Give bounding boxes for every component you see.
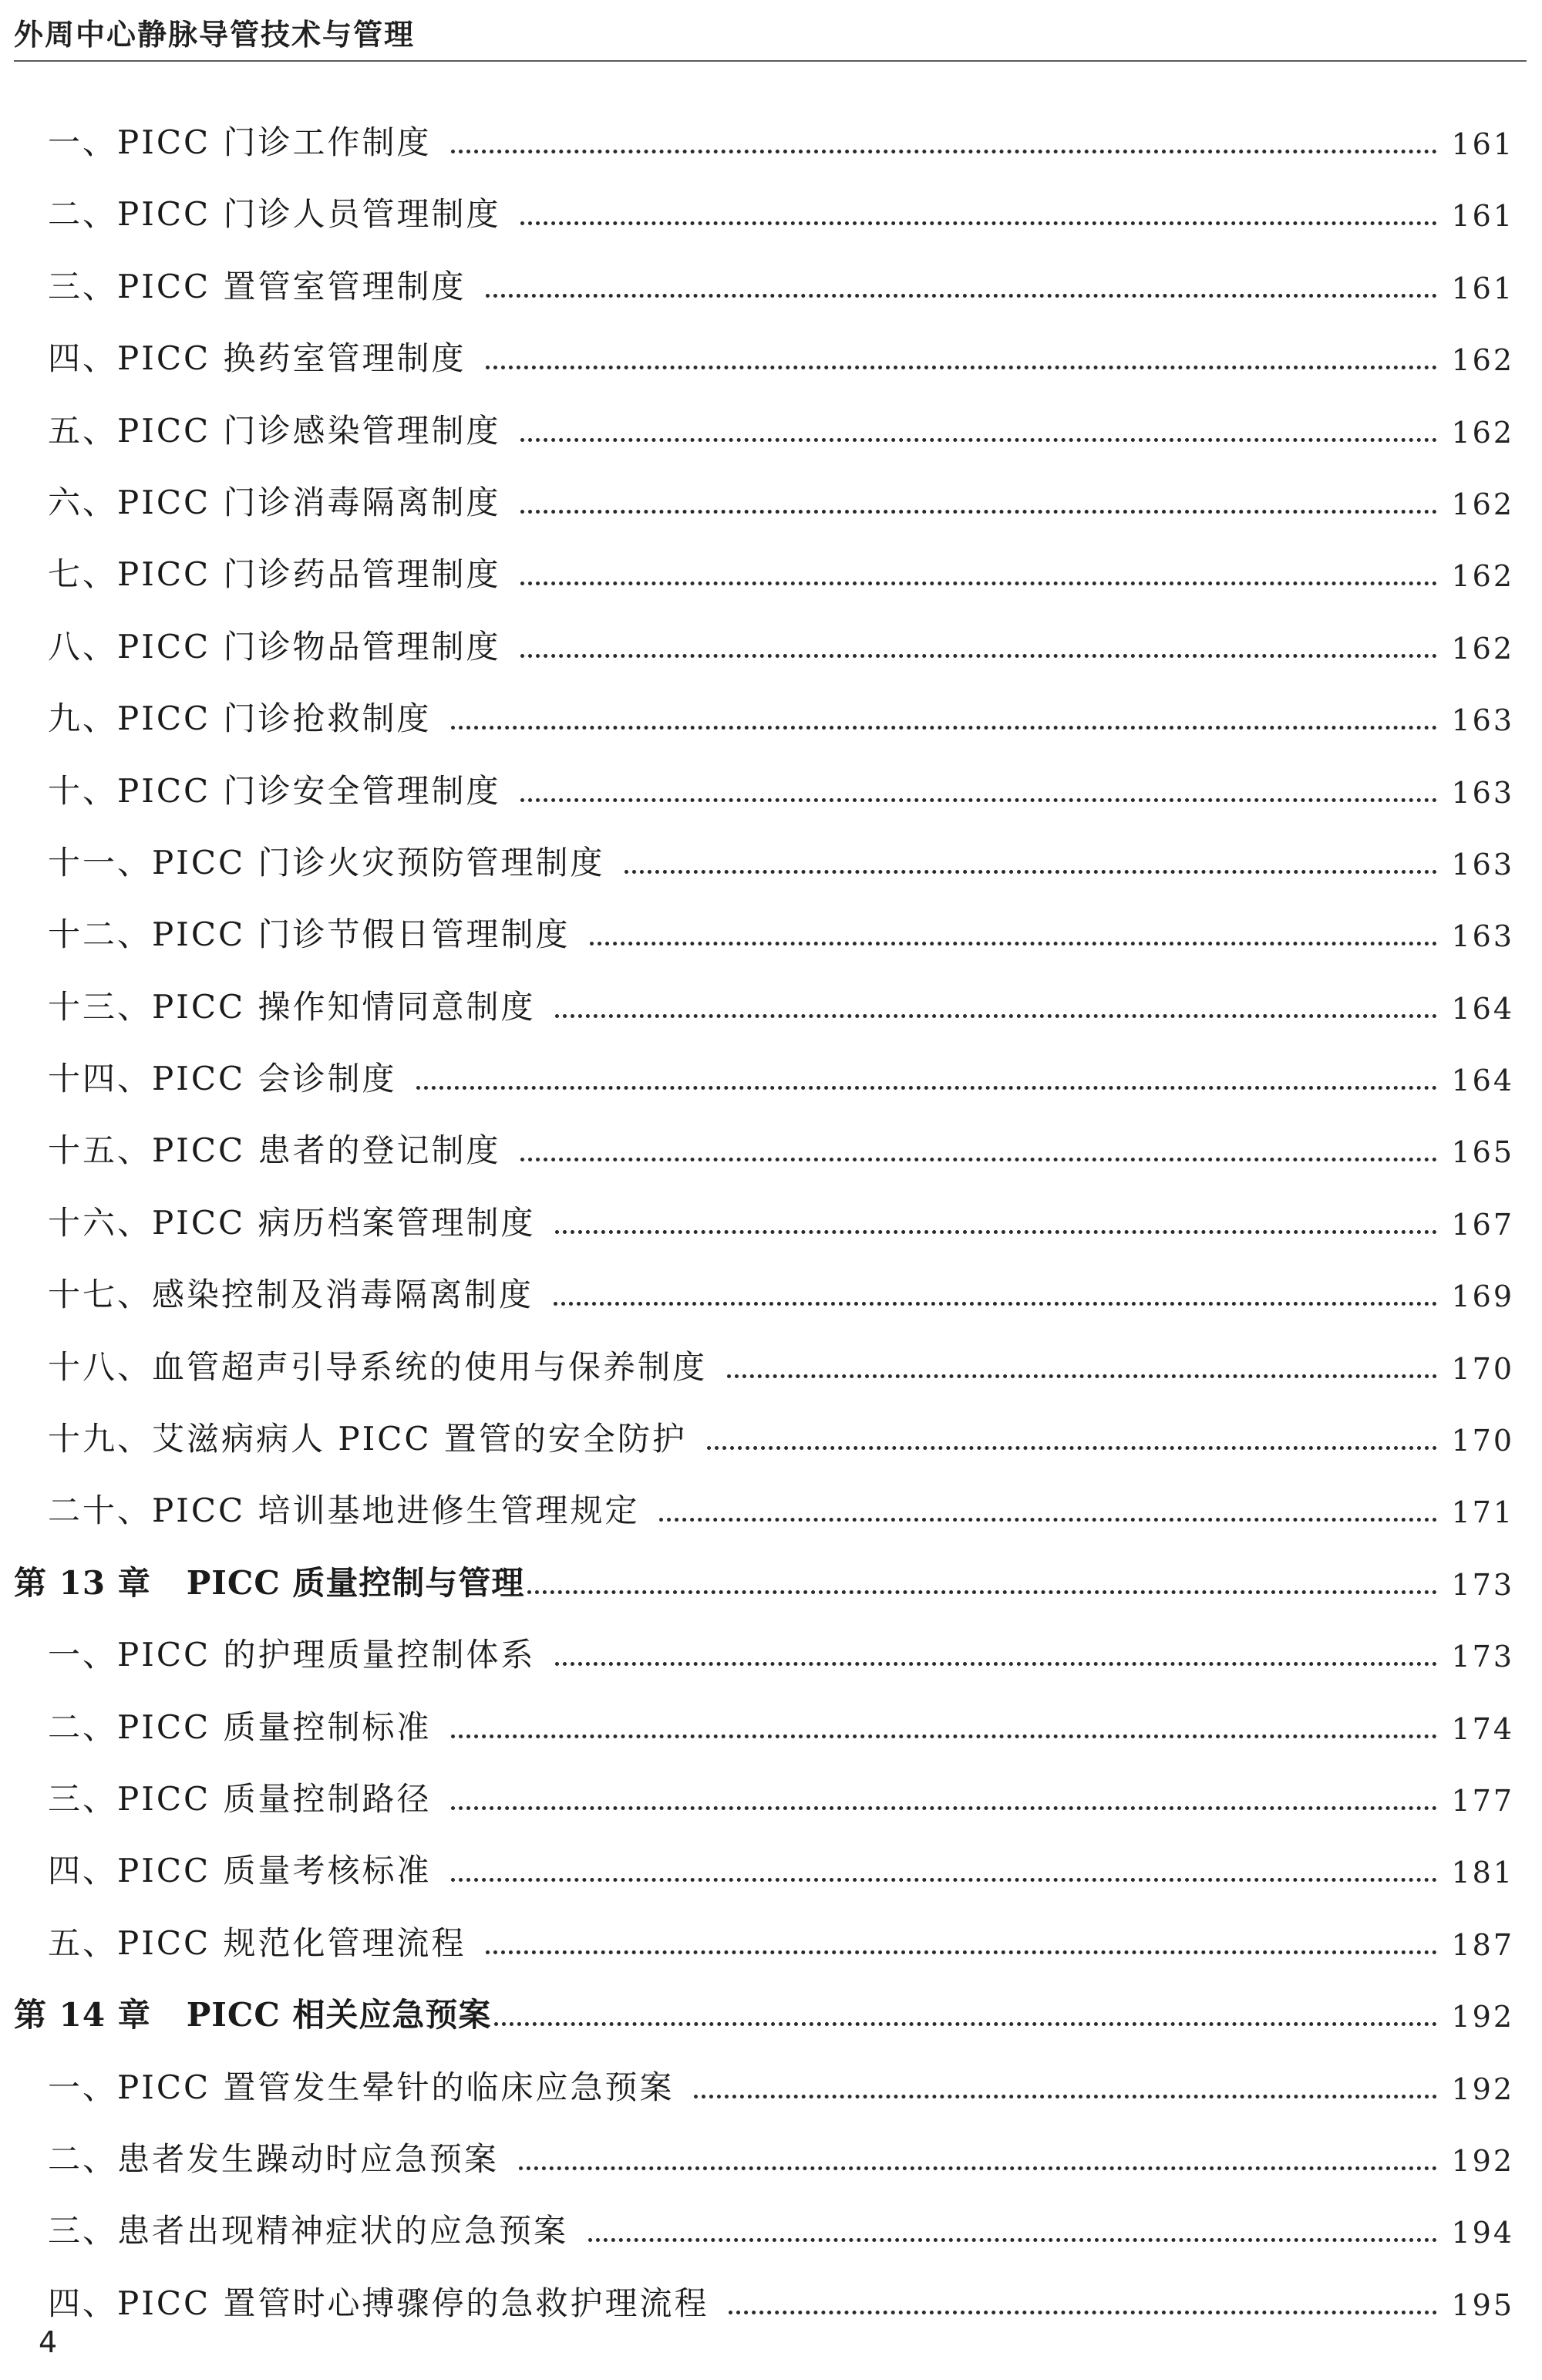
toc-entry-title: 五、PICC 门诊感染管理制度 (48, 411, 501, 450)
toc-entry-page: 174 (1451, 1711, 1514, 1746)
toc-entry-page: 164 (1451, 1064, 1514, 1098)
toc-row (0, 977, 1542, 1049)
toc-entry-title: 十五、PICC 患者的登记制度 (48, 1131, 501, 1170)
toc-entry-section[interactable] (48, 977, 1514, 1026)
toc-entry-title: 十一、PICC 门诊火灾预防管理制度 (48, 843, 605, 882)
toc-row (0, 1409, 1542, 1481)
dot-leader (520, 438, 1437, 442)
toc-entry-title: 九、PICC 门诊抢救制度 (48, 700, 432, 738)
dot-leader (727, 1374, 1437, 1378)
dot-leader (451, 1806, 1437, 1810)
toc-row (0, 544, 1542, 616)
toc-entry-page: 163 (1451, 919, 1514, 954)
toc-entry-title: 二、患者发生躁动时应急预案 (48, 2139, 500, 2178)
book-title: 外周中心静脉导管技术与管理 (14, 18, 416, 52)
dot-leader (520, 510, 1437, 514)
toc-entry-page: 192 (1451, 2072, 1514, 2106)
toc-row (0, 1265, 1542, 1337)
toc-entry-section[interactable] (48, 1769, 1514, 1818)
toc-entry-section[interactable] (48, 401, 1514, 450)
dot-leader (519, 2166, 1437, 2170)
toc-entry-chapter[interactable] (14, 1985, 1514, 2034)
toc-entry-section[interactable] (48, 1193, 1514, 1242)
toc-entry-page: 165 (1451, 1135, 1514, 1170)
toc-entry-page: 171 (1451, 1495, 1514, 1530)
toc-entry-page: 161 (1451, 127, 1514, 161)
toc-entry-page: 181 (1451, 1856, 1514, 1890)
toc-entry-section[interactable] (48, 544, 1514, 594)
toc-entry-section[interactable] (48, 1121, 1514, 1170)
toc-row (0, 689, 1542, 760)
toc-entry-title: 十六、PICC 病历档案管理制度 (48, 1203, 536, 1242)
chapter-number: 第 14 章 (14, 1996, 151, 2034)
toc-row (0, 113, 1542, 184)
toc-row (0, 1481, 1542, 1552)
dot-leader (451, 150, 1437, 153)
toc-entry-page: 173 (1451, 1640, 1514, 1674)
toc-entry-section[interactable] (48, 1409, 1514, 1458)
toc-entry-section[interactable] (48, 1841, 1514, 1890)
toc-row (0, 761, 1542, 833)
toc-entry-page: 164 (1451, 991, 1514, 1026)
toc-row (0, 2058, 1542, 2129)
toc-entry-section[interactable] (48, 1337, 1514, 1384)
dot-leader (486, 294, 1437, 298)
toc-row (0, 1769, 1542, 1841)
dot-leader (555, 1662, 1437, 1666)
toc-entry-section[interactable] (48, 1049, 1514, 1098)
chapter-title: PICC 质量控制与管理 (186, 1563, 525, 1602)
toc-entry-title: 十、PICC 门诊安全管理制度 (48, 771, 501, 810)
toc-entry-title: 二十、PICC 培训基地进修生管理规定 (48, 1492, 640, 1530)
toc-row (0, 1697, 1542, 1769)
toc-entry-section[interactable] (48, 1625, 1514, 1674)
dot-leader (520, 221, 1437, 225)
toc-entry-page: 170 (1451, 1351, 1514, 1386)
toc-entry-section[interactable] (48, 2129, 1514, 2176)
toc-entry-page: 163 (1451, 775, 1514, 810)
toc-entry-title: 五、PICC 规范化管理流程 (48, 1923, 466, 1962)
toc-entry-section[interactable] (48, 1481, 1514, 1530)
toc-entry-section[interactable] (48, 689, 1514, 738)
dot-leader (555, 1014, 1437, 1018)
toc-entry-title: 四、PICC 换药室管理制度 (48, 339, 466, 378)
toc-row (0, 184, 1542, 256)
toc-entry-title: 四、PICC 置管时心搏骤停的急救护理流程 (48, 2284, 709, 2322)
dot-leader (451, 1734, 1437, 1738)
toc-row (0, 617, 1542, 689)
toc-entry-section[interactable] (48, 184, 1514, 234)
toc-entry-title: 二、PICC 质量控制标准 (48, 1707, 432, 1746)
toc-row (0, 1049, 1542, 1121)
toc-entry-page: 169 (1451, 1279, 1514, 1314)
dot-leader (527, 1590, 1437, 1594)
table-of-contents (0, 113, 1542, 2345)
toc-entry-title: 一、PICC 的护理质量控制体系 (48, 1636, 536, 1674)
toc-entry-page: 162 (1451, 343, 1514, 378)
toc-row (0, 257, 1542, 329)
toc-entry-page: 162 (1451, 631, 1514, 666)
toc-entry-section[interactable] (48, 473, 1514, 519)
dot-leader (625, 870, 1437, 874)
toc-entry-title: 十九、艾滋病病人 PICC 置管的安全防护 (48, 1420, 687, 1458)
toc-entry-page: 163 (1451, 847, 1514, 882)
toc-entry-section[interactable] (48, 617, 1514, 666)
toc-entry-page: 192 (1451, 2000, 1514, 2034)
toc-entry-section[interactable] (48, 113, 1514, 159)
toc-entry-page: 194 (1451, 2216, 1514, 2250)
toc-entry-page: 162 (1451, 559, 1514, 594)
toc-entry-page: 163 (1451, 703, 1514, 738)
chapter-number: 第 13 章 (14, 1563, 151, 1602)
dot-leader (590, 942, 1437, 946)
toc-row (0, 473, 1542, 544)
dot-leader (707, 1446, 1438, 1450)
toc-entry-title: 三、PICC 置管室管理制度 (48, 267, 466, 305)
toc-entry-section[interactable] (48, 257, 1514, 303)
toc-row (0, 905, 1542, 976)
toc-entry-title: 八、PICC 门诊物品管理制度 (48, 627, 501, 666)
chapter-heading (14, 1996, 492, 2034)
dot-leader (486, 366, 1437, 369)
dot-leader (486, 1950, 1437, 1954)
dot-leader (520, 798, 1437, 802)
toc-entry-page: 161 (1451, 271, 1514, 305)
toc-row (0, 1841, 1542, 1913)
chapter-heading (14, 1563, 525, 1602)
toc-entry-section[interactable] (48, 2201, 1514, 2250)
toc-entry-title: 十七、感染控制及消毒隔离制度 (48, 1276, 534, 1314)
toc-row (0, 2274, 1542, 2345)
toc-row (0, 401, 1542, 473)
toc-entry-title: 一、PICC 置管发生晕针的临床应急预案 (48, 2068, 675, 2106)
toc-row (0, 833, 1542, 905)
toc-entry-title: 三、PICC 质量控制路径 (48, 1779, 432, 1818)
dot-leader (520, 1158, 1437, 1161)
dot-leader (416, 1086, 1437, 1090)
toc-row (0, 1985, 1542, 2057)
toc-entry-title: 三、患者出现精神症状的应急预案 (48, 2212, 569, 2250)
toc-row (0, 1625, 1542, 1697)
dot-leader (520, 654, 1437, 658)
toc-entry-title: 二、PICC 门诊人员管理制度 (48, 195, 501, 234)
dot-leader (520, 582, 1437, 585)
running-header (14, 6, 1527, 62)
toc-entry-section[interactable] (48, 2058, 1514, 2104)
toc-entry-title: 六、PICC 门诊消毒隔离制度 (48, 483, 501, 521)
dot-leader (451, 726, 1437, 730)
dot-leader (451, 1878, 1437, 1882)
toc-entry-page: 192 (1451, 2143, 1514, 2178)
toc-row (0, 2201, 1542, 2273)
toc-entry-page: 177 (1451, 1783, 1514, 1818)
toc-entry-title: 十四、PICC 会诊制度 (48, 1060, 397, 1098)
toc-row (0, 1193, 1542, 1265)
toc-entry-title: 十八、血管超声引导系统的使用与保养制度 (48, 1347, 708, 1386)
toc-row (0, 1337, 1542, 1409)
dot-leader (554, 1302, 1437, 1306)
toc-entry-section[interactable] (48, 1913, 1514, 1960)
toc-entry-section[interactable] (48, 833, 1514, 882)
dot-leader (659, 1518, 1437, 1522)
toc-entry-chapter[interactable] (14, 1553, 1514, 1600)
toc-row (0, 2129, 1542, 2201)
toc-entry-section[interactable] (48, 2274, 1514, 2320)
toc-entry-title: 十二、PICC 门诊节假日管理制度 (48, 915, 571, 954)
dot-leader (694, 2095, 1437, 2099)
page-number: 4 (39, 2325, 58, 2359)
toc-entry-page: 187 (1451, 1927, 1514, 1962)
toc-entry-title: 四、PICC 质量考核标准 (48, 1852, 432, 1890)
toc-entry-section[interactable] (48, 1697, 1514, 1744)
toc-row (0, 1913, 1542, 1985)
chapter-title: PICC 相关应急预案 (186, 1996, 492, 2034)
toc-entry-page: 173 (1451, 1567, 1514, 1602)
dot-leader (555, 1230, 1437, 1234)
toc-entry-page: 170 (1451, 1424, 1514, 1458)
toc-row (0, 1553, 1542, 1625)
toc-entry-page: 162 (1451, 415, 1514, 450)
toc-entry-section[interactable] (48, 761, 1514, 810)
toc-entry-title: 一、PICC 门诊工作制度 (48, 123, 432, 161)
dot-leader (494, 2022, 1437, 2026)
toc-entry-page: 161 (1451, 199, 1514, 234)
dot-leader (588, 2238, 1437, 2242)
toc-entry-page: 162 (1451, 487, 1514, 521)
toc-entry-title: 七、PICC 门诊药品管理制度 (48, 555, 501, 594)
toc-row (0, 1121, 1542, 1192)
toc-row (0, 329, 1542, 400)
toc-entry-section[interactable] (48, 1265, 1514, 1314)
toc-entry-page: 167 (1451, 1207, 1514, 1242)
dot-leader (729, 2311, 1437, 2314)
toc-entry-page: 195 (1451, 2287, 1514, 2322)
toc-entry-title: 十三、PICC 操作知情同意制度 (48, 987, 536, 1026)
toc-entry-section[interactable] (48, 905, 1514, 954)
toc-entry-section[interactable] (48, 329, 1514, 378)
